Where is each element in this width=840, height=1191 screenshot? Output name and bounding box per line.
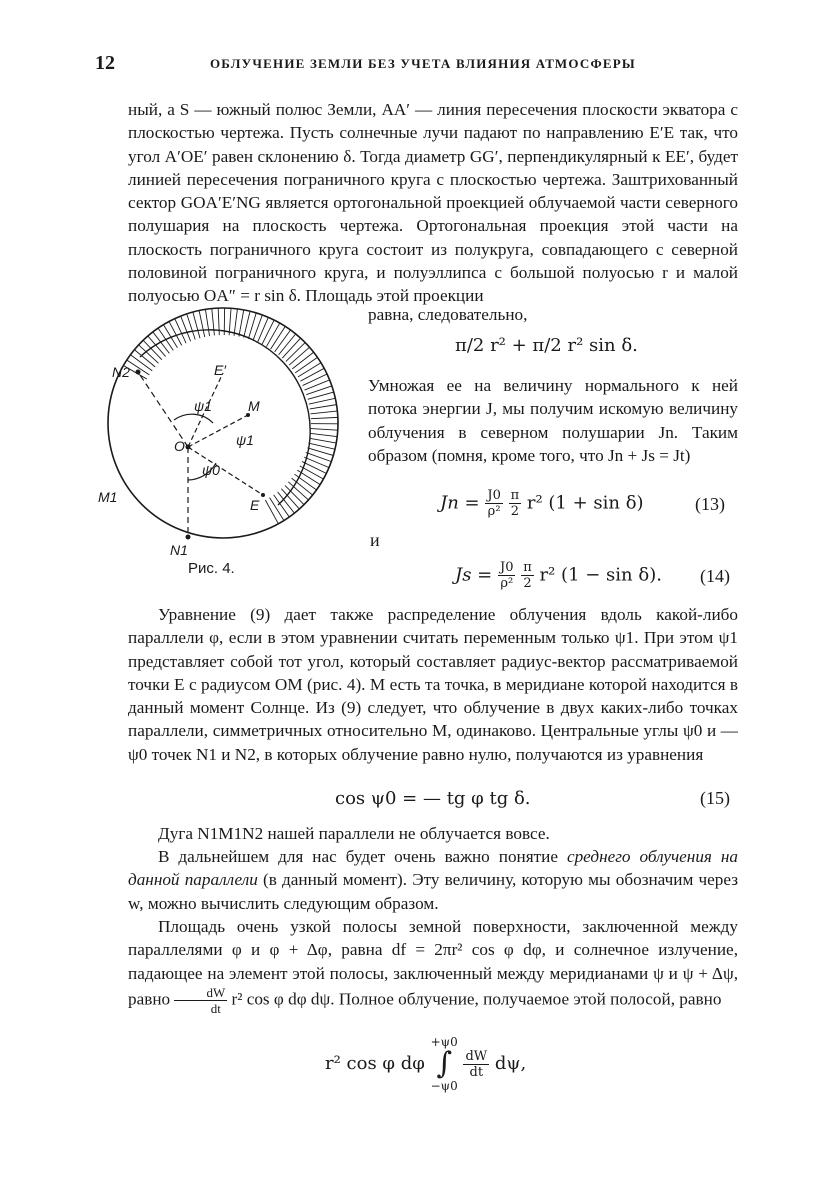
label-e: E bbox=[250, 497, 260, 513]
hatch-line bbox=[145, 332, 171, 362]
eq13-j0: J0 bbox=[487, 488, 501, 503]
integral-lower: −ψ0 bbox=[430, 1079, 458, 1093]
eq13-pi: π bbox=[510, 488, 520, 503]
eq14-two: 2 bbox=[523, 576, 532, 591]
equation-14 bbox=[455, 560, 662, 591]
para6-dwdt bbox=[174, 985, 227, 1016]
equation-13 bbox=[440, 488, 644, 519]
equation-15: cos ψ0 = — tg φ tg δ. bbox=[335, 788, 531, 809]
eq14-rho2: ρ² bbox=[500, 576, 514, 591]
point-n2 bbox=[136, 370, 141, 375]
hatch-line bbox=[211, 305, 215, 343]
hatch-line bbox=[288, 470, 321, 493]
hatch-line bbox=[205, 305, 211, 344]
line-o-e bbox=[188, 447, 263, 495]
equation-13-number: (13) bbox=[695, 494, 725, 514]
figure-4-diagram bbox=[88, 305, 358, 560]
para6-formula: r² cos φ dφ dψ. bbox=[231, 989, 335, 1009]
eq13-frac-pi bbox=[509, 488, 522, 519]
para6-dw: dW bbox=[174, 985, 227, 1001]
label-psi-right: ψ1 bbox=[236, 432, 254, 448]
eq14-frac-j0 bbox=[498, 560, 515, 591]
integral-upper: +ψ0 bbox=[430, 1035, 458, 1049]
hatch-line bbox=[192, 307, 202, 346]
integral-dwdt bbox=[463, 1049, 489, 1080]
integral-suffix: dψ, bbox=[494, 1053, 527, 1074]
hatch-line bbox=[303, 428, 343, 431]
formula-area: π/2 r² + π/2 r² sin δ. bbox=[455, 335, 638, 356]
hatch-line bbox=[135, 341, 164, 368]
figure-caption: Рис. 4. bbox=[188, 560, 235, 577]
hatch-line bbox=[279, 480, 307, 508]
label-n2: N2 bbox=[112, 364, 130, 380]
integral-dw: dW bbox=[465, 1048, 488, 1064]
label-e-prime: E′ bbox=[214, 362, 226, 378]
label-psi0: ψ0 bbox=[202, 462, 220, 478]
hatch-line bbox=[300, 446, 338, 457]
hatch-line bbox=[298, 450, 336, 463]
line-o-n2 bbox=[138, 372, 188, 447]
label-psi-top: ψ1 bbox=[194, 398, 212, 414]
hatch-line bbox=[302, 437, 341, 444]
paragraph-1: ный, а S — южный полюс Земли, AA′ — линия пересечения плоскости экватора с плоскостью чертежа. Пусть солнечные лучи падают по направлению E′E так, что угол A′OE′ равен склонению δ. Тогда диаметр GG′, перпендикулярный к EE′, будет линией пересечения пограничного круга с плоскостью чертежа. Заштрихованный сектор GOA′E′NG является ортогональной проекцией облучаемой части северного полушария на плоскость чертежа. Ортогональная проекция этой части на плоскость пограничного круга состоит из полукруга, совпадающего с северной половиной пограничного круга, и полуэллипса с большой полуосью r и малой полуосью OA″ = r sin δ. Площадь этой проекции bbox=[128, 100, 738, 306]
hatch-line bbox=[224, 305, 225, 343]
figure-4 bbox=[88, 305, 358, 565]
angle-arc-top bbox=[174, 414, 213, 423]
integral-dt: dt bbox=[469, 1064, 484, 1080]
point-e bbox=[261, 493, 265, 497]
paragraph-6 bbox=[128, 915, 738, 1016]
eq13-frac-j0 bbox=[485, 488, 502, 519]
hatch-line bbox=[273, 486, 298, 517]
label-n1: N1 bbox=[170, 542, 188, 558]
equation-14-number: (14) bbox=[700, 566, 730, 586]
hatch-line bbox=[150, 328, 174, 360]
paragraph-1-tail: равна, следовательно, bbox=[368, 305, 528, 324]
paragraph-3: Уравнение (9) дает также распределение облучения вдоль какой-либо параллели φ, если в этом уравнении считать переменным только ψ1. При этом ψ1 представляет собой тот угол, который составляет радиус-вектор рассматриваемой точки E с радиусом OM (рис. 4). M есть та точка, в меридиане которой находится в данный момент Солнце. Из (9) следует, что облучение в двух каких-либо точках параллели, симметричных относительно M, одинаково. Центральные углы ψ0 и — ψ0 точек N1 и N2, в которых облучение равно нулю, получаются из уравнения bbox=[128, 605, 738, 764]
para6-dt: dt bbox=[210, 1000, 221, 1016]
equation-integral bbox=[325, 1035, 526, 1093]
para5-italic: среднего облучения на данной параллели bbox=[128, 847, 738, 890]
paragraph-5 bbox=[128, 845, 738, 915]
integral-symbol: ∫ bbox=[436, 1046, 452, 1081]
integral-prefix: r² cos φ dφ bbox=[325, 1053, 425, 1074]
paragraph-4: Дуга N1M1N2 нашей параллели не облучается вовсе. bbox=[158, 824, 550, 843]
hatch-line bbox=[285, 473, 316, 498]
point-n1 bbox=[186, 535, 191, 540]
hatch-line bbox=[218, 305, 220, 343]
hatch-line bbox=[131, 347, 162, 372]
hatch-line bbox=[302, 432, 342, 437]
eq14-rhs: r² (1 − sin δ). bbox=[539, 564, 662, 586]
para6-text: Площадь очень узкой полосы земной поверхности, заключенной между параллелями φ и φ + Δφ, равна df = 2πr² cos φ dφ, и солнечное излучение, падающее на элемент этой полосы, заключенный между меридианами ψ и ψ + Δψ, равно bbox=[128, 917, 738, 1009]
hatch-line bbox=[276, 483, 303, 513]
para5-end: (в данный момент). Эту величину, которую мы обозначим через w, можно вычислить следующим образом. bbox=[128, 870, 739, 913]
eq14-j0: J0 bbox=[500, 560, 514, 575]
equation-15-number: (15) bbox=[700, 788, 730, 808]
eq13-two: 2 bbox=[510, 504, 519, 519]
hatch-line bbox=[237, 305, 244, 344]
eq14-lhs: Js = bbox=[455, 564, 493, 586]
label-m: M bbox=[248, 398, 260, 414]
running-head: ОБЛУЧЕНИЕ ЗЕМЛИ БЕЗ УЧЕТА ВЛИЯНИЯ АТМОСФЕРЫ bbox=[210, 56, 636, 71]
hatch-line bbox=[185, 309, 198, 347]
label-o: O bbox=[174, 438, 185, 454]
eq14-pi: π bbox=[523, 560, 532, 575]
eq13-rhs: r² (1 + sin δ) bbox=[526, 492, 644, 514]
point-o bbox=[186, 445, 191, 450]
page-number: 12 bbox=[95, 52, 115, 74]
eq13-rho2: ρ² bbox=[487, 504, 501, 519]
hatch-line bbox=[198, 306, 206, 345]
hatch-line bbox=[233, 305, 238, 344]
eq14-frac-pi bbox=[521, 560, 534, 591]
para5-start: В дальнейшем для нас будет очень важно понятие bbox=[158, 847, 558, 866]
hatch-line bbox=[286, 349, 318, 374]
para6-end: Полное облучение, получаемое этой полосой, равно bbox=[338, 989, 722, 1009]
and-word: и bbox=[370, 530, 380, 550]
label-m1: M1 bbox=[98, 489, 118, 505]
eq13-lhs: Jn = bbox=[440, 492, 480, 514]
integral-sign bbox=[431, 1035, 458, 1093]
hatch-line bbox=[229, 305, 232, 343]
paragraph-2: Умножая ее на величину нормального к ней потока энергии J, мы получим искомую величину облучения в северном полушарии Jn. Таким образом (помня, кроме того, что Jn + Js = Jt) bbox=[368, 376, 738, 465]
